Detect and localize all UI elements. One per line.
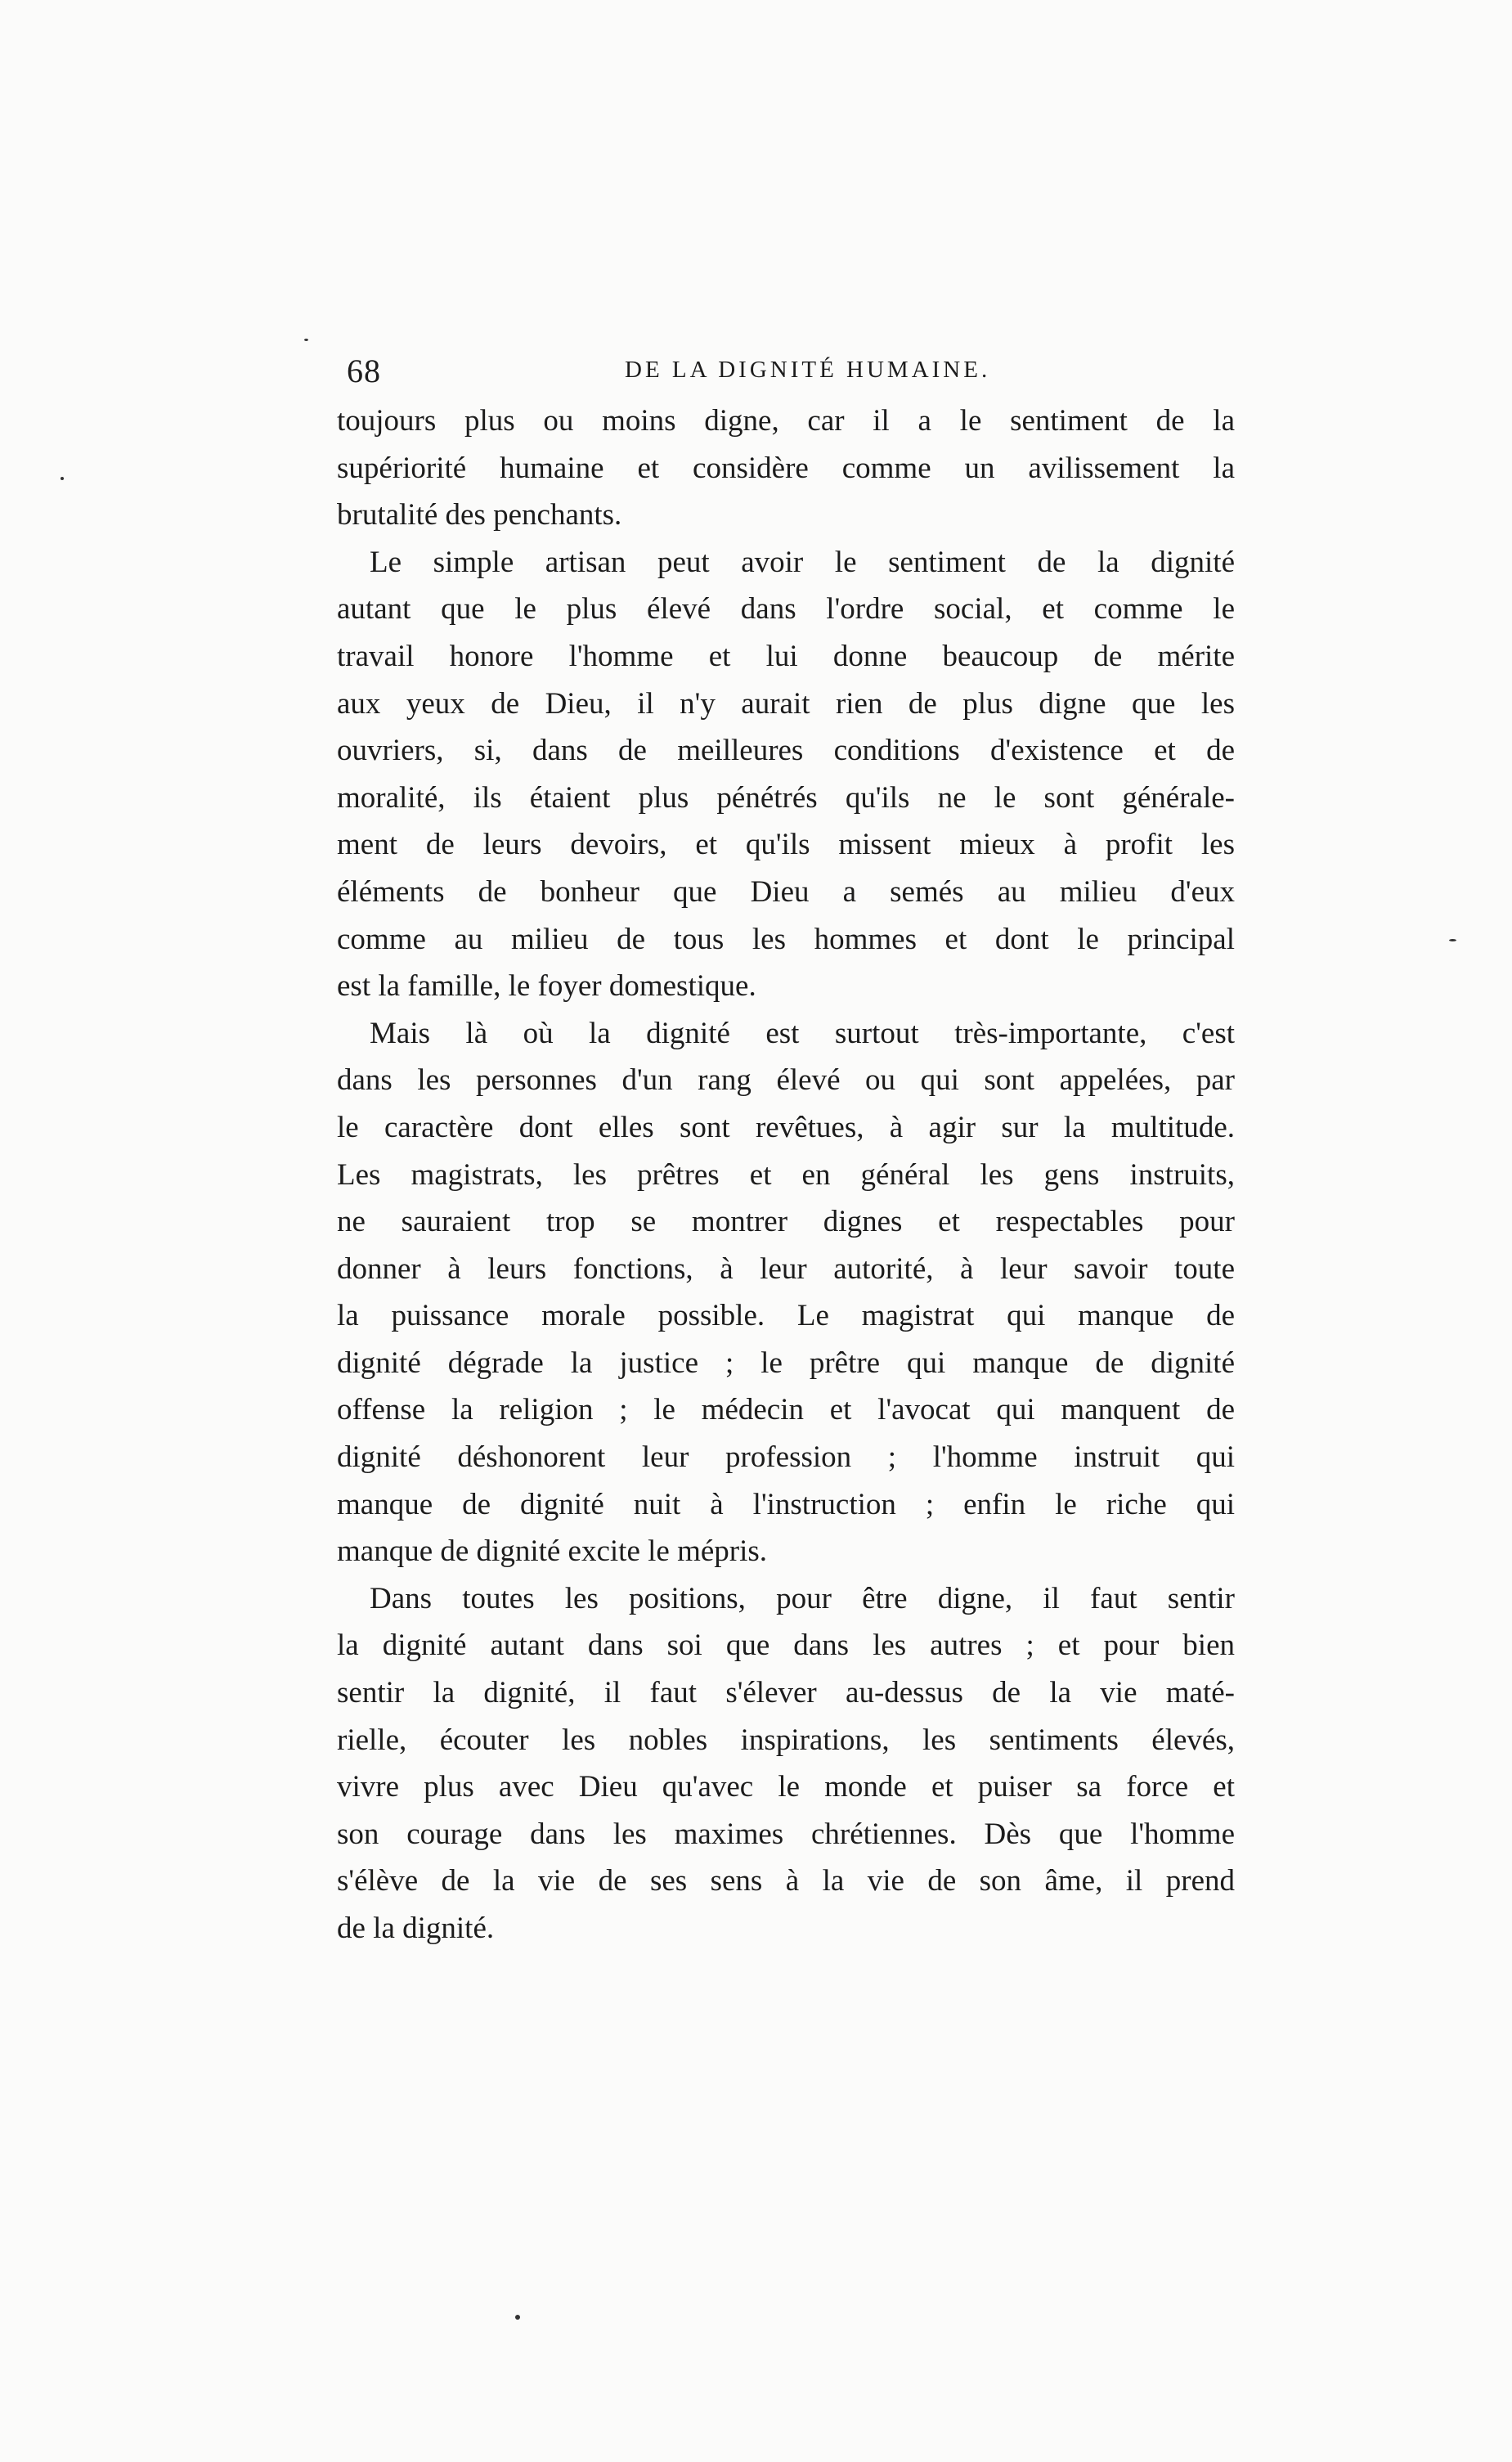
text-line: manque de dignité nuit à l'instruction ; enfin le riche qui bbox=[337, 1487, 1235, 1521]
text-line: de la dignité. bbox=[337, 1912, 495, 1945]
paragraph-first-line: Mais là où la dignité est surtout très-importante, c'est bbox=[370, 1016, 1235, 1050]
text-line: sentir la dignité, il faut s'élever au-dessus de la vie maté- bbox=[337, 1676, 1235, 1710]
text-line: ouvriers, si, dans de meilleures conditions d'existence et de bbox=[337, 734, 1235, 768]
text-line: moralité, ils étaient plus pénétrés qu'ils ne le sont générale- bbox=[337, 780, 1235, 815]
scan-speck bbox=[515, 2315, 520, 2320]
text-line: la puissance morale possible. Le magistrat qui manque de bbox=[337, 1299, 1235, 1333]
text-line: offense la religion ; le médecin et l'avocat qui manquent de bbox=[337, 1393, 1235, 1427]
text-line: aux yeux de Dieu, il n'y aurait rien de plus digne que les bbox=[337, 686, 1235, 721]
page-header bbox=[347, 352, 1230, 401]
text-line: brutalité des penchants. bbox=[337, 498, 622, 532]
text-line: la dignité autant dans soi que dans les autres ; et pour bien bbox=[337, 1629, 1235, 1663]
text-line: éléments de bonheur que Dieu a semés au milieu d'eux bbox=[337, 874, 1235, 909]
text-line: s'élève de la vie de ses sens à la vie de son âme, il prend bbox=[337, 1864, 1235, 1898]
text-line: dignité déshonorent leur profession ; l'homme instruit qui bbox=[337, 1440, 1235, 1475]
text-line: toujours plus ou moins digne, car il a le sentiment de la bbox=[337, 404, 1235, 438]
text-line: dignité dégrade la justice ; le prêtre qui manque de dignité bbox=[337, 1346, 1235, 1380]
page-number: 68 bbox=[347, 353, 381, 389]
scan-speck bbox=[304, 339, 308, 341]
scan-speck bbox=[1449, 939, 1456, 941]
text-line: est la famille, le foyer domestique. bbox=[337, 969, 756, 1004]
body-text bbox=[337, 398, 1235, 1952]
text-line: travail honore l'homme et lui donne beaucoup de mérite bbox=[337, 639, 1235, 673]
scan-speck bbox=[61, 477, 64, 480]
paragraph-first-line: Le simple artisan peut avoir le sentiment de la dignité bbox=[370, 545, 1235, 579]
text-line: rielle, écouter les nobles inspirations, les sentiments élevés, bbox=[337, 1723, 1235, 1757]
paragraph-first-line: Dans toutes les positions, pour être digne, il faut sentir bbox=[370, 1581, 1235, 1615]
text-line: donner à leurs fonctions, à leur autorité, à leur savoir toute bbox=[337, 1251, 1235, 1286]
text-line: comme au milieu de tous les hommes et dont le principal bbox=[337, 922, 1235, 956]
text-line: son courage dans les maximes chrétiennes. Dès que l'homme bbox=[337, 1817, 1235, 1851]
text-line: autant que le plus élevé dans l'ordre social, et comme le bbox=[337, 592, 1235, 627]
text-line: ment de leurs devoirs, et qu'ils missent mieux à profit les bbox=[337, 828, 1235, 862]
text-line: Les magistrats, les prêtres et en général les gens instruits, bbox=[337, 1157, 1235, 1192]
text-line: le caractère dont elles sont revêtues, à agir sur la multitude. bbox=[337, 1110, 1235, 1144]
text-line: vivre plus avec Dieu qu'avec le monde et puiser sa force et bbox=[337, 1770, 1235, 1804]
running-title: DE LA DIGNITÉ HUMAINE. bbox=[625, 357, 991, 383]
text-line: ne sauraient trop se montrer dignes et respectables pour bbox=[337, 1205, 1235, 1239]
text-line: manque de dignité excite le mépris. bbox=[337, 1534, 768, 1569]
text-line: supériorité humaine et considère comme un avilissement la bbox=[337, 451, 1235, 485]
text-line: dans les personnes d'un rang élevé ou qui sont appelées, par bbox=[337, 1063, 1235, 1098]
